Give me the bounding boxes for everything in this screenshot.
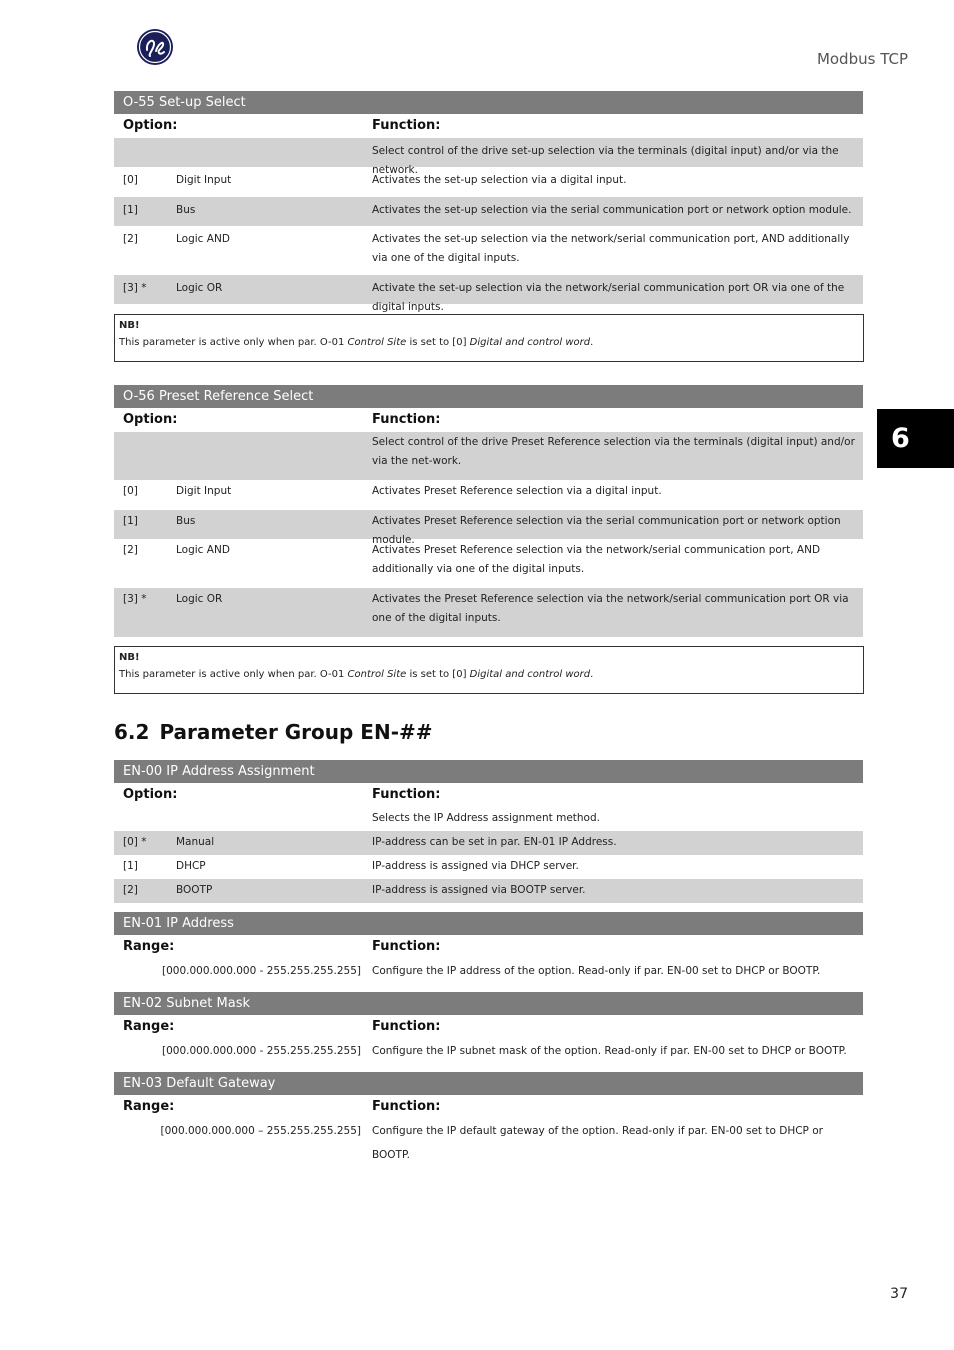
range-row: [000.000.000.000 - 255.255.255.255] Configure the IP subnet mask of the option. Read-only if par. EN-00 set to DHCP or BOOTP.	[161, 1045, 847, 1057]
table-row: [2] BOOTP IP-address is assigned via BOOTP server.	[114, 879, 863, 903]
table-row: [3] * Logic OR Activate the set-up selection via the network/serial communication port OR via one of the digital inputs.	[114, 275, 863, 304]
param-en01	[114, 912, 863, 983]
range-row: [000.000.000.000 - 255.255.255.255] Configure the IP address of the option. Read-only if par. EN-00 set to DHCP or BOOTP.	[161, 965, 821, 977]
header-title: Modbus TCP	[816, 50, 908, 68]
ge-logo-icon	[136, 28, 174, 66]
note-box	[114, 314, 864, 362]
table-row: [3] * Logic OR Activates the Preset Reference selection via the network/serial communication port OR via one of the digital inputs.	[114, 588, 863, 637]
param-en00	[114, 760, 863, 903]
table-row: [1] Bus Activates the set-up selection via the serial communication port or network option module.	[114, 197, 863, 226]
column-header: Option: Function:	[123, 118, 441, 133]
param-o56	[114, 385, 863, 637]
note-box	[114, 646, 864, 694]
note-title: NB!	[119, 652, 140, 663]
note-title: NB!	[119, 320, 140, 331]
table-row: [0] * Manual IP-address can be set in par. EN-01 IP Address.	[114, 831, 863, 855]
section-heading: 6.2 Parameter Group EN-##	[114, 720, 433, 744]
table-row: [1] Bus Activates Preset Reference selection via the serial communication port or network option module.	[114, 510, 863, 539]
param-en02	[114, 992, 863, 1063]
param-title: EN-00 IP Address Assignment	[114, 760, 863, 783]
note-text: This parameter is active only when par. O-01 Control Site is set to [0] Digital and control word.	[119, 337, 594, 348]
table-row: Select control of the drive Preset Reference selection via the terminals (digital input) and/or via the net-work.	[114, 432, 863, 480]
column-header: Option: Function:	[123, 412, 441, 427]
table-row: Select control of the drive set-up selection via the terminals (digital input) and/or via the network.	[114, 138, 863, 167]
param-title: EN-01 IP Address	[114, 912, 863, 935]
table-row: [0] Digit Input Activates the set-up selection via a digital input.	[123, 174, 627, 186]
param-en03	[114, 1072, 863, 1161]
note-text: This parameter is active only when par. O-01 Control Site is set to [0] Digital and control word.	[119, 669, 594, 680]
column-header: Range: Function:	[123, 1099, 441, 1114]
column-header: Range: Function:	[123, 939, 441, 954]
param-o55	[114, 91, 863, 313]
param-title: O-56 Preset Reference Select	[114, 385, 863, 408]
table-row: [2] Logic AND Activates Preset Reference selection via the network/serial communication port, AND additionally via one of the digital inputs.	[123, 544, 821, 575]
column-header: Option: Function:	[123, 787, 441, 802]
table-row: Selects the IP Address assignment method.	[372, 812, 600, 824]
chapter-tab: 6	[877, 409, 954, 468]
range-row: [000.000.000.000 – 255.255.255.255] Configure the IP default gateway of the option. Read-only if par. EN-00 set to DHCP or BOOTP.	[160, 1125, 823, 1161]
param-title: O-55 Set-up Select	[114, 91, 863, 114]
param-title: EN-03 Default Gateway	[114, 1072, 863, 1095]
param-title: EN-02 Subnet Mask	[114, 992, 863, 1015]
table-row: [1] DHCP IP-address is assigned via DHCP server.	[123, 860, 579, 872]
table-row: [2] Logic AND Activates the set-up selection via the network/serial communication port, AND additionally via one of the digital inputs.	[123, 233, 850, 264]
column-header: Range: Function:	[123, 1019, 441, 1034]
page-number: 37	[890, 1286, 908, 1302]
table-row: [0] Digit Input Activates Preset Reference selection via a digital input.	[123, 485, 662, 497]
